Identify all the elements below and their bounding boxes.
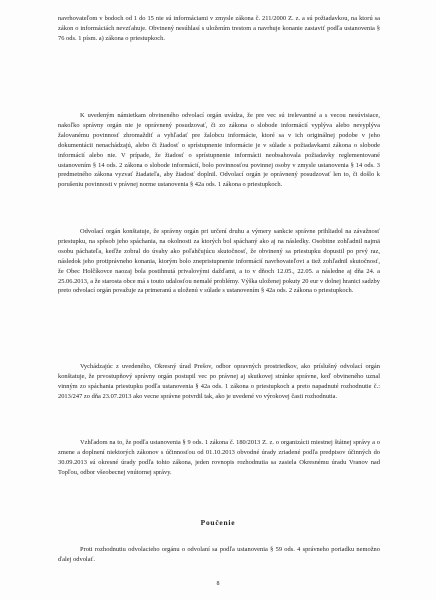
- paragraph-text: Odvolací orgán konštatuje, že správny orgán pri určení druhu a výmery sankcie správne prihliadol na závažnosť priestupku, na spôsob jeho spáchania, na okolnosti za ktorých bol spáchaný ako aj na následky. Osobitne zohľadnil najmä osobu páchateľa, keďže zobral do úvahy ako poľahčujúcu skutočnosť, že obvinený sa priestupku dopustil po prvý raz, následok jeho protiprávneho konania, ktorým bolo znepristupnenie informácií navrhovateľovi a tiež zohľadnil skutočnosť, že Obec Holčíkovce naozaj bola postihnutá privalovými dažďami, a to v dňoch 12.05., 22.05. a následne aj dňa 24. a 25.06.2013, a že starosta obce má s touto udalosťou nemalé problémy. Výška uloženej pokuty 20 eur v dolnej hranici sadzby preto odvolací orgán považuje za primeranú a uloženú v súlade s ustanovením § 42a ods. 2 zákona o priestupkoch.: [58, 228, 380, 295]
- paragraph-text: Proti rozhodnutiu odvolacieho orgánu o odvolaní sa podľa ustanovenia § 59 ods. 4 správneho poriadku nemožno ďalej odvolať.: [58, 546, 380, 563]
- paragraph-distribution: [58, 438, 380, 478]
- paragraph-objections: [58, 111, 380, 190]
- paragraph-conclusion: [58, 362, 380, 402]
- page-number: 8: [216, 581, 220, 587]
- section-heading: Poučenie: [200, 518, 236, 527]
- paragraph-text: Vzhľadom na to, že podľa ustanovenia § 9 ods. 1 zákona č. 180/2013 Z. z. o organizácii miestnej štátnej správy a o zmene a doplnení niektorých zákonov s účinnosťou od 01.10.2013 obvodné úrady zriadené podľa predpisov účinných do 30.09.2013 sú okresné úrady podľa tohto zákona, jeden rovnopis rozhodnutia sa zasiela Okresnému úradu Vranov nad Topľou, odbor všeobecnej vnútornej správy.: [58, 439, 380, 476]
- paragraph-instruction: [58, 545, 380, 565]
- paragraph-text: navrhovateľom v bodoch od 1 do 15 nie sú informáciami v zmysle zákona č. 211/2000 Z. z. a sú požiadavkou, na ktorú sa zákon o informáciách nevzťahuje. Obvinený nesúhlasí s uložením trestom a navrhuje konanie zastaviť podľa ustanovenia § 76 ods. 1 písm. a) zákona o priestupkoch.: [58, 15, 380, 42]
- paragraph-text: K uvedeným námietkam obvineného odvolací orgán uvádza, že pre vec sú irelevantné a s vecou nesúvisiace, nakoľko správny orgán nie je oprávnený posudzovať, či zo zákona o slobode informácií vyplýva alebo nevyplýva žalovanému povinnosť zhromaždiť a vyhľadať pre žalobcu informácie, ktoré sa v ich originálnej podobe v jeho dokumentácii nenachádzajú, alebo či žiadosť o sprístupnenie informácie je v súlade s požiadavkami zákona o slobode informácií alebo nie. V prípade, že žiadosť o sprístupnenie informácii neobsahovala požiadavky reglementované ustanovením § 14 ods. 2 zákona o slobode informácií, bolo povinnosťou povinnej osoby v zmysle ustanovenia § 14 ods. 3 predmetného zákona vyzvať žiadateľa, aby žiadosť doplnil. Odvolací orgán je oprávnený posudzovať len to, či došlo k porušeniu povinnosti v právnej norme ustanovenia § 42a ods. 1 zákona o priestupkoch.: [58, 112, 380, 189]
- paragraph-continuation: [58, 14, 380, 44]
- paragraph-text: Vychádzajúc z uvedeného, Okresný úrad Prešov, odbor opravných prostriedkov, ako príslušný odvolací orgán konštatuje, že prvostupňový správny orgán postupil vec po právnej aj skutkovej stránke správne, keď obvineného uznal vinným zo spáchania priestupku podľa ustanovenia § 42a ods. 1 zákona o priestupkoch a preto napadnuté rozhodnutie č.: 2013/247 zo dňa 23.07.2013 ako vecne správne potvrdil tak, ako je uvedené vo výrokovej časti rozhodnutia.: [58, 363, 380, 400]
- paragraph-sanction: [58, 227, 380, 296]
